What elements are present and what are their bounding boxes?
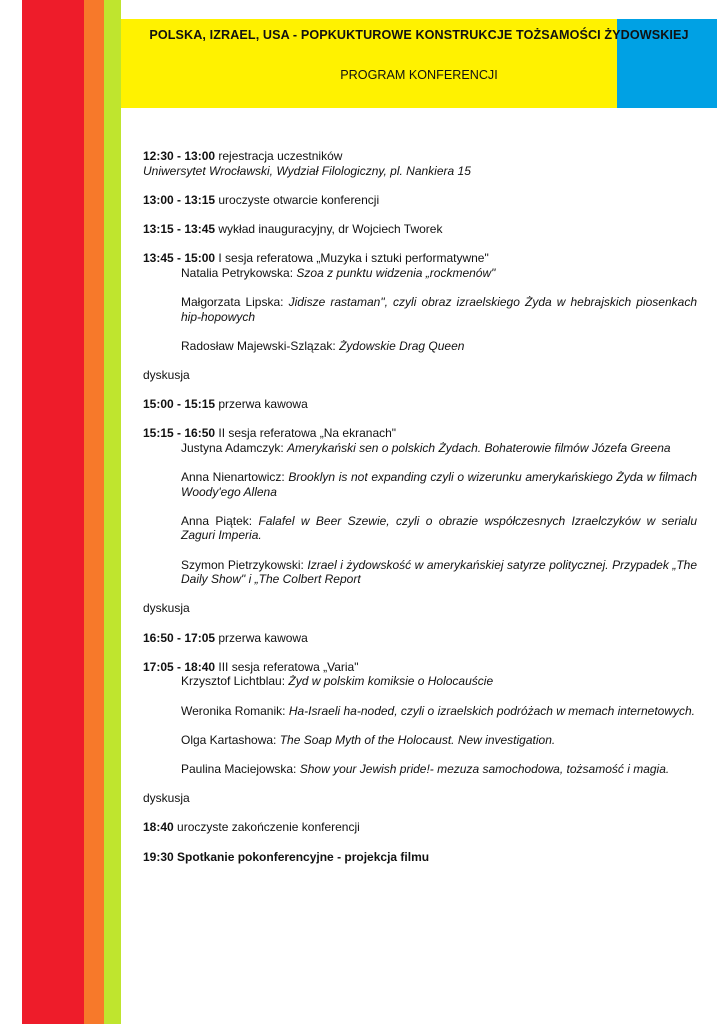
entry-time: 15:00 - 15:15 bbox=[143, 397, 216, 412]
talk-item bbox=[181, 733, 697, 748]
document-title: POLSKA, IZRAEL, USA - POPKUKTUROWE KONSTRUKCJE TOŻSAMOŚCI ŻYDOWSKIEJ bbox=[149, 28, 689, 42]
program-content bbox=[143, 149, 697, 864]
talk-title: Brooklyn is not expanding czyli o wizerunku amerykańskiego Żyda w filmach Woody'ego Allena bbox=[181, 470, 698, 499]
talk-speaker: Paulina Maciejowska: bbox=[181, 761, 300, 776]
talk-item bbox=[181, 266, 697, 281]
program-entry-evening: 19:30 Spotkanie pokonferencyjne - projekcja filmu bbox=[143, 849, 430, 864]
entry-text: przerwa kawowa bbox=[215, 630, 308, 645]
talk-item bbox=[181, 470, 697, 499]
talk-item bbox=[181, 514, 697, 543]
entry-text: przerwa kawowa bbox=[215, 397, 308, 412]
talk-speaker: Natalia Petrykowska: bbox=[181, 265, 297, 280]
entry-text: uroczyste zakończenie konferencji bbox=[173, 820, 360, 835]
entry-time: 13:15 - 13:45 bbox=[143, 221, 216, 236]
entry-text: I sesja referatowa „Muzyka i sztuki performatywne" bbox=[215, 251, 489, 266]
talk-item bbox=[181, 558, 697, 587]
entry-time: 16:50 - 17:05 bbox=[143, 630, 216, 645]
entry-time: 18:40 bbox=[143, 820, 174, 835]
talk-speaker: Olga Kartashowa: bbox=[181, 732, 280, 747]
talk-title: Falafel w Beer Szewie, czyli o obrazie współczesnych Izraelczyków w serialu Zaguri Imperia. bbox=[181, 513, 697, 543]
talk-title: Ha-Israeli ha-noded, czyli o izraelskich podróżach w memach internetowych. bbox=[288, 703, 696, 718]
talk-title: Show your Jewish pride!- mezuza samochodowa, tożsamość i magia. bbox=[299, 761, 670, 776]
green-stripe bbox=[104, 0, 121, 1024]
talk-title: Izrael i żydowskość w amerykańskiej satyrze politycznej. Przypadek „The Daily Show" i „The Colbert Report bbox=[181, 557, 698, 587]
program-entry-break2 bbox=[143, 631, 697, 646]
program-entry-opening bbox=[143, 193, 697, 208]
program-entry-inaugural bbox=[143, 222, 697, 237]
talk-speaker: Krzysztof Lichtblau: bbox=[181, 674, 289, 689]
entry-text: III sesja referatowa „Varia" bbox=[215, 659, 359, 674]
document-subtitle: PROGRAM KONFERENCJI bbox=[340, 68, 498, 82]
talk-speaker: Radosław Majewski-Szlązak: bbox=[181, 338, 340, 353]
entry-time: 13:00 - 13:15 bbox=[143, 192, 216, 207]
entry-location: Uniwersytet Wrocławski, Wydział Filologiczny, pl. Nankiera 15 bbox=[143, 163, 471, 178]
talk-title: Żyd w polskim komiksie o Holocauście bbox=[288, 674, 494, 689]
talk-speaker: Anna Nienartowicz: bbox=[181, 470, 289, 485]
program-entry-session2 bbox=[143, 426, 697, 441]
entry-time: 17:05 - 18:40 bbox=[143, 659, 216, 674]
talk-item bbox=[181, 441, 697, 456]
program-entry-session3 bbox=[143, 660, 697, 675]
talk-speaker: Weronika Romanik: bbox=[181, 703, 289, 718]
talk-title: The Soap Myth of the Holocaust. New investigation. bbox=[279, 732, 556, 747]
entry-text: wykład inauguracyjny, dr Wojciech Tworek bbox=[215, 221, 443, 236]
talk-item bbox=[181, 295, 697, 324]
talk-speaker: Justyna Adamczyk: bbox=[181, 440, 288, 455]
entry-text: rejestracja uczestników bbox=[215, 149, 343, 163]
red-stripe bbox=[22, 0, 84, 1024]
program-entry-break1 bbox=[143, 397, 697, 412]
talk-item bbox=[181, 704, 697, 719]
entry-time: 13:45 - 15:00 bbox=[143, 251, 216, 266]
program-entry-closing bbox=[143, 820, 697, 835]
talk-speaker: Anna Piątek: bbox=[181, 513, 259, 528]
discussion-label: dyskusja bbox=[143, 367, 190, 382]
talk-item bbox=[181, 674, 697, 689]
talk-item bbox=[181, 762, 697, 777]
entry-text: uroczyste otwarcie konferencji bbox=[215, 192, 380, 207]
talk-title: Amerykański sen o polskich Żydach. Bohaterowie filmów Józefa Greena bbox=[287, 440, 671, 455]
talk-item bbox=[181, 339, 697, 354]
discussion-label: dyskusja bbox=[143, 601, 190, 616]
talk-title: Żydowskie Drag Queen bbox=[339, 338, 465, 353]
orange-stripe bbox=[84, 0, 104, 1024]
talk-title: Jidisze rastaman", czyli obraz izraelskiego Żyda w hebrajskich piosenkach hip-hopowych bbox=[181, 294, 697, 324]
talk-speaker: Małgorzata Lipska: bbox=[181, 294, 289, 309]
talk-speaker: Szymon Pietrzykowski: bbox=[181, 557, 308, 572]
entry-time: 15:15 - 16:50 bbox=[143, 426, 216, 441]
entry-time: 12:30 - 13:00 bbox=[143, 149, 216, 163]
entry-text: II sesja referatowa „Na ekranach" bbox=[215, 426, 397, 441]
program-entry-session1 bbox=[143, 251, 697, 266]
program-entry-registration bbox=[143, 149, 697, 178]
talk-title: Szoa z punktu widzenia „rockmenów" bbox=[296, 265, 496, 280]
discussion-label: dyskusja bbox=[143, 791, 190, 806]
